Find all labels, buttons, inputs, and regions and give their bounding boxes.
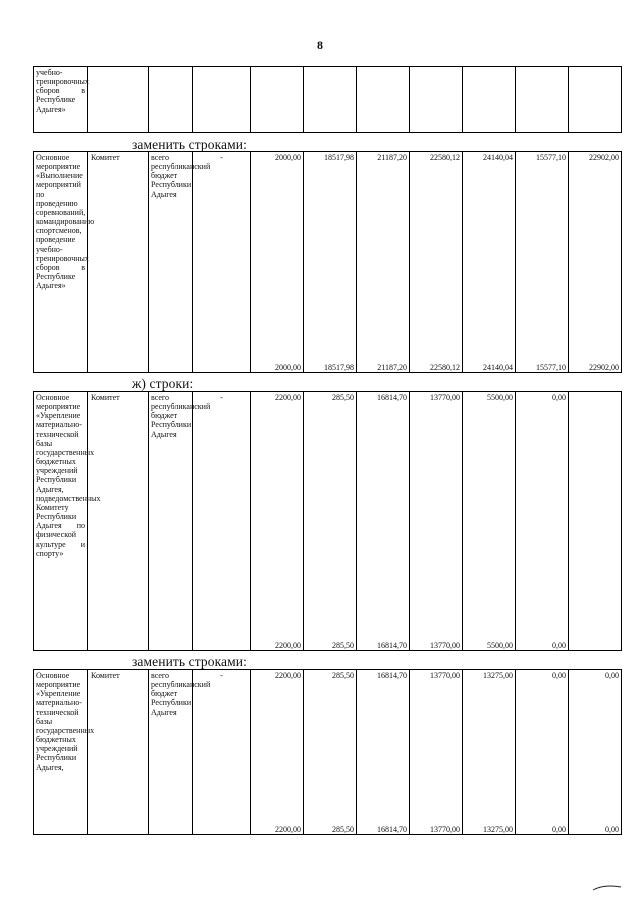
value-bottom: 22902,00: [589, 362, 619, 372]
table-replacement-2: [33, 669, 622, 835]
value-cell: [357, 670, 410, 835]
signature-mark-icon: [592, 884, 622, 892]
funding-source-cell: [149, 392, 211, 651]
value-top: 16814,70: [377, 393, 407, 402]
value-cell: [304, 670, 357, 835]
dash-cell: -: [193, 670, 251, 835]
table-fragment-1: [33, 66, 622, 133]
value-cell: [357, 392, 410, 651]
value-cell: [516, 392, 569, 651]
value-top: 13770,00: [430, 671, 460, 680]
value-top: 2200,00: [275, 671, 301, 680]
executor-cell: Комитет: [88, 392, 149, 651]
value-cell: [251, 670, 304, 835]
row-description: Основное мероприятие «Укрепление материально-технической базы государственных бюджетных учреждений Республики Адыгея,: [34, 670, 88, 835]
section-heading-replace-1: заменить строками:: [132, 137, 247, 152]
value-bottom: 13770,00: [430, 640, 460, 650]
value-top: 15577,10: [536, 153, 566, 162]
value-top: 5500,00: [487, 393, 513, 402]
value-bottom: 13770,00: [430, 824, 460, 834]
value-top: 16814,70: [377, 671, 407, 680]
value-bottom: 285,50: [332, 640, 354, 650]
value-bottom: 2200,00: [275, 824, 301, 834]
value-cell: [357, 152, 410, 373]
row-description: учебно-тренировочных сборов в Республике Адыгея»: [34, 67, 88, 133]
value-top: 0,00: [552, 393, 566, 402]
value-bottom: 2000,00: [275, 362, 301, 372]
table-original-rows: [33, 391, 622, 651]
funding-total-label: всего: [151, 671, 170, 680]
value-cell: [463, 152, 516, 373]
value-top: 0,00: [605, 671, 619, 680]
value-cell: [304, 392, 357, 651]
value-bottom: 13275,00: [483, 824, 513, 834]
value-bottom: 16814,70: [377, 824, 407, 834]
value-top: 22902,00: [589, 153, 619, 162]
value-top: [569, 392, 621, 393]
value-top: 18517,98: [324, 153, 354, 162]
value-bottom: 2200,00: [275, 640, 301, 650]
value-cell: [410, 670, 463, 835]
dash-cell: -: [193, 392, 251, 651]
value-cell: [516, 152, 569, 373]
dash-cell: -: [193, 152, 251, 373]
section-heading-rows: ж) строки:: [132, 376, 194, 391]
value-bottom: 15577,10: [536, 362, 566, 372]
table-replacement-1: [33, 151, 622, 373]
value-bottom: 24140,04: [483, 362, 513, 372]
value-cell: [410, 152, 463, 373]
funding-total-label: всего: [151, 153, 170, 162]
value-top: 285,50: [332, 393, 354, 402]
section-heading-replace-2: заменить строками:: [132, 654, 247, 669]
value-top: 13770,00: [430, 393, 460, 402]
row-description: Основное мероприятие «Выполнение мероприятий по проведению соревнований, командированию спортсменов, проведение учебно-тренировочных сборов в Республике Адыгея»: [34, 152, 88, 373]
row-description: Основное мероприятие «Укрепление материально-технической базы государственных бюджетных учреждений Республики Адыгея, подведомственных Комитету Республики Адыгея по физической культуре и спорту»: [34, 392, 88, 651]
value-cell: [251, 152, 304, 373]
value-bottom: 16814,70: [377, 640, 407, 650]
funding-source-label: республиканский бюджет Республики Адыгея: [151, 402, 211, 439]
funding-source-cell: [149, 152, 211, 373]
funding-source-cell: [149, 670, 211, 835]
value-top: 2200,00: [275, 393, 301, 402]
value-top: 285,50: [332, 671, 354, 680]
value-bottom: 0,00: [552, 640, 566, 650]
value-cell: [410, 392, 463, 651]
value-cell: [251, 392, 304, 651]
funding-source-label: республиканский бюджет Республики Адыгея: [151, 162, 211, 199]
value-top: 2000,00: [275, 153, 301, 162]
value-cell: [304, 152, 357, 373]
executor-cell: Комитет: [88, 670, 149, 835]
value-cell: [516, 670, 569, 835]
value-top: 24140,04: [483, 153, 513, 162]
value-bottom: 0,00: [605, 824, 619, 834]
value-bottom: 5500,00: [487, 640, 513, 650]
funding-source-label: республиканский бюджет Республики Адыгея: [151, 680, 211, 717]
funding-total-label: всего: [151, 393, 170, 402]
value-bottom: 21187,20: [377, 362, 407, 372]
value-top: 21187,20: [377, 153, 407, 162]
value-bottom: 0,00: [552, 824, 566, 834]
executor-cell: Комитет: [88, 152, 149, 373]
value-bottom: 285,50: [332, 824, 354, 834]
page-number: 8: [317, 38, 323, 52]
value-bottom: 22580,12: [430, 362, 460, 372]
value-bottom: 18517,98: [324, 362, 354, 372]
value-top: 13275,00: [483, 671, 513, 680]
value-cell: [569, 152, 622, 373]
value-top: 22580,12: [430, 153, 460, 162]
value-cell: [463, 392, 516, 651]
value-top: 0,00: [552, 671, 566, 680]
value-cell: [463, 670, 516, 835]
value-cell: [569, 670, 622, 835]
value-cell: [569, 392, 622, 651]
